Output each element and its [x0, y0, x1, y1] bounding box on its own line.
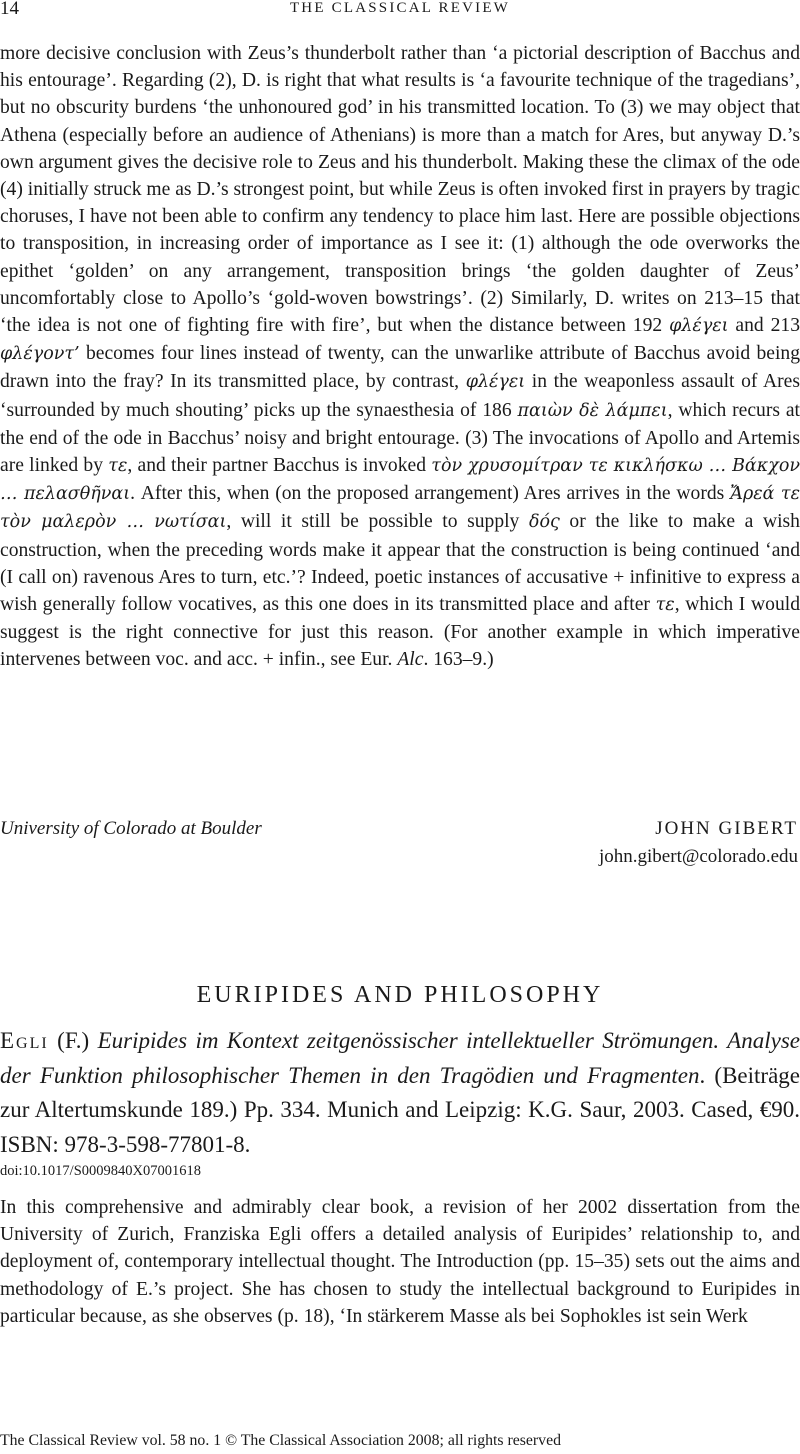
text-segment: and 213	[728, 315, 800, 337]
running-head: THE CLASSICAL REVIEW	[289, 0, 511, 16]
text-segment: , which I would suggest is the right connective for just this reason. (For another example in which imperative intervenes between voc. and acc. + infin., see Eur.	[0, 594, 800, 671]
greek-text: Ἄρεά τε τὸν μαλερὸν … νωτίσαι	[0, 484, 800, 533]
page-footer: The Classical Review vol. 58 no. 1 © The Classical Association 2008; all rights reserved	[0, 1432, 561, 1449]
signature-block	[0, 818, 800, 846]
page-header	[0, 0, 800, 24]
author-affiliation: University of Colorado at Boulder	[0, 818, 262, 839]
doi[interactable]: doi:10.1017/S0009840X07001618	[0, 1163, 201, 1179]
text-segment: , will it still be possible to supply	[226, 511, 529, 533]
main-text	[0, 40, 800, 674]
text-segment: . After this, when (on the proposed arrangement) Ares arrives in the words	[130, 483, 731, 505]
review-paragraph: In this comprehensive and admirably clear book, a revision of her 2002 dissertation from the University of Zurich, Franziska Egli offers a detailed analysis of Euripides’ relationship to, and deployment of, contemporary intellectual thought. The Introduction (pp. 15–35) sets out the aims and methodology of E.’s project. She has chosen to study the intellectual background to Euripides in particular because, as she observes (p. 18), ‘In stärkerem Masse als bei Sophokles ist sein Werk	[0, 1197, 800, 1327]
reviewed-author: Egli	[0, 1028, 49, 1053]
author-email[interactable]: john.gibert@colorado.edu	[599, 846, 798, 867]
greek-text: φλέγοντ’	[0, 344, 80, 365]
text-segment: more decisive conclusion with Zeus’s thunderbolt rather than ‘a pictorial description of Bacchus and his entourage’. Regarding (2), D. is right that what results is ‘a favourite technique of the tragedians’, but no obscurity burdens ‘the unhonoured god’ in his transmitted location. To (3) we may object that Athena (especially before an audience of Athenians) is more than a match for Ares, but anyway D.’s own argument gives the decisive role to Zeus and his thunderbolt. Making these the climax of the ode (4) initially struck me as D.’s strongest point, but while Zeus is often invoked first in prayers by tragic choruses, I have not been able to confirm any tendency to place him last. Here are possible objections to transposition, in increasing order of importance as I see it: (1) although the ode overworks the epithet ‘golden’ on any arrangement, transposition brings ‘the golden daughter of Zeus’ uncomfortably close to Apollo’s ‘gold-woven bowstrings’. (2) Similarly, D. writes on 213–15 that ‘the idea is not one of fighting fire with fire’, but when the distance between 192	[0, 43, 800, 337]
review-citation	[0, 1024, 800, 1162]
author-initial: (F.)	[48, 1028, 98, 1053]
greek-text: δός	[528, 512, 560, 533]
text-segment: . 163–9.)	[423, 649, 494, 671]
work-title: Alc	[397, 649, 424, 671]
greek-text: τε	[108, 456, 128, 477]
main-paragraph	[0, 40, 800, 674]
author-name: JOHN GIBERT	[655, 818, 798, 839]
page-number: 14	[0, 0, 19, 19]
text-segment: in the weaponless assault of Ares ‘surrounded by much shouting’ picks up the synaesthesia of 186	[0, 371, 800, 421]
review-body	[0, 1194, 800, 1330]
greek-text: φλέγει	[669, 316, 729, 337]
greek-text: τὸν χρυσομίτραν τε κικλήσκω … Βάκχον … πελασθῆναι	[0, 456, 800, 505]
text-segment: , and their partner Bacchus is invoked	[127, 455, 432, 477]
citation-paragraph	[0, 1024, 800, 1162]
book-details: . (Beiträge zur Altertumskunde 189.) Pp. 334. Munich and Leipzig: K.G. Saur, 2003. Cased, €90. ISBN: 978-3-598-77801-8.	[0, 1062, 800, 1157]
text-segment: , which recurs at the end of the ode in Bacchus’ noisy and bright entourage. (3) The invocations of Apollo and Artemis are linked by	[0, 399, 800, 477]
greek-text: φλέγει	[465, 372, 526, 393]
text-segment: or the like to make a wish construction, when the preceding words make it appear that the construction is being continued ‘and (I call on) ravenous Ares to turn, etc.’? Indeed, poetic instances of accusative + infinitive to express a wish generally follow vocatives, as this one does in its transmitted place and after	[0, 511, 800, 616]
greek-text: παιὼν δὲ λάμπει	[517, 400, 668, 421]
text-segment: becomes four lines instead of twenty, can the unwarlike attribute of Bacchus avoid being drawn into the fray? In its transmitted place, by contrast,	[0, 343, 800, 393]
greek-text: τε	[655, 595, 675, 616]
section-title: EURIPIDES AND PHILOSOPHY	[196, 982, 604, 1008]
book-title: Euripides im Kontext zeitgenössischer intellektueller Strömungen. Analyse der Funktion philosophischer Themen in den Tragödien und Fragmenten	[0, 1028, 800, 1088]
